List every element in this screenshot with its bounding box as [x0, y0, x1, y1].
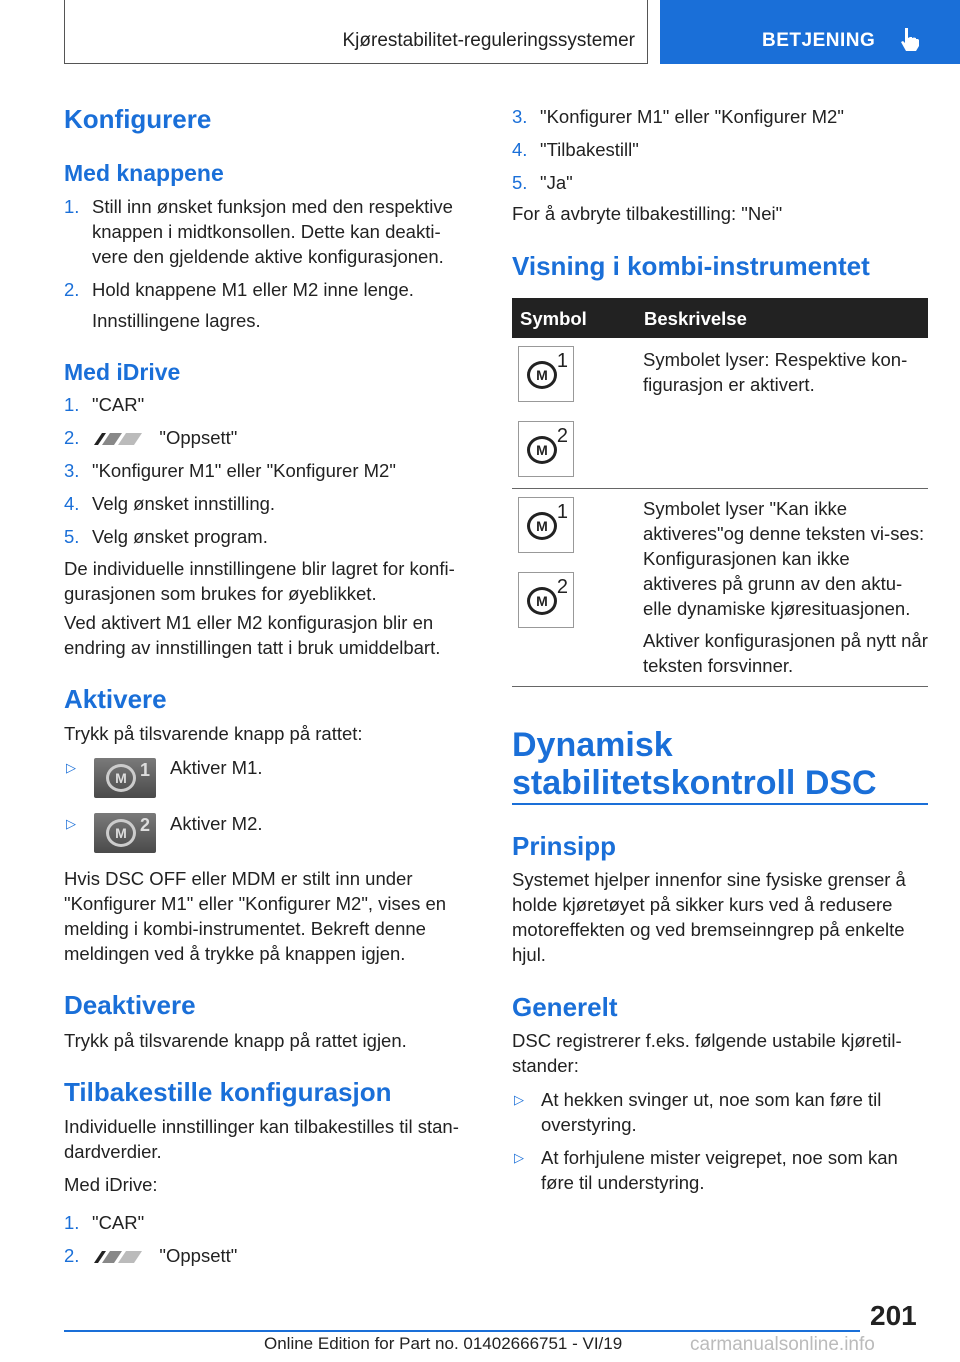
page-number: 201 [870, 1300, 917, 1331]
prinsipp-heading: Prinsipp [512, 831, 617, 861]
col-beskrivelse: Beskrivelse [644, 308, 747, 329]
aktivere-heading: Aktivere [64, 684, 167, 714]
triangle-bullet-icon: ▷ [514, 1150, 524, 1165]
list-item: 1. "CAR" [64, 394, 145, 415]
header-chapter-title: BETJENING [762, 30, 876, 51]
list-item: 3. "Konfigurer M1" eller "Konfigurer M2" [512, 106, 844, 127]
col-symbol: Symbol [520, 308, 587, 329]
footer-edition: Online Edition for Part no. 01402666751 - VI/19 [264, 1334, 623, 1353]
idrive-menu-icon [92, 1249, 144, 1265]
table-divider [512, 686, 928, 687]
triangle-bullet-icon: ▷ [66, 816, 76, 831]
list-item: 1. Still inn ønsket funksjon med den respektive knappen i midtkonsollen. Dette kan deakti-vere den gjeldende aktive konfigurasjonen. [64, 196, 453, 267]
list-item: 2. Hold knappene M1 eller M2 inne lenge. [64, 279, 414, 300]
list-item: 2. "Oppsett" [64, 427, 238, 448]
knappene-note: Innstillingene lagres. [92, 310, 261, 331]
idrive-paragraph-2: Ved aktivert M1 eller M2 konfigurasjon blir en endring av innstillingen tatt i bruk umiddelbart. [64, 612, 441, 658]
prinsipp-text: Systemet hjelper innenfor sine fysiske grenser å holde kjøretøyet på sikker kurs ved å redusere motoreffekten og ved bremseinngrep på enkelte hjul. [512, 869, 906, 965]
deaktivere-heading: Deaktivere [64, 990, 196, 1020]
tilbakestille-heading: Tilbakestille konfigurasjon [64, 1077, 392, 1107]
abort-text: For å avbryte tilbakestilling: "Nei" [512, 203, 783, 224]
symbol-table-header [512, 298, 928, 338]
m2-active-symbol-icon: M 2 [518, 421, 574, 477]
triangle-bullet-icon: ▷ [514, 1092, 524, 1107]
idrive-paragraph-1: De individuelle innstillingene blir lagret for konfi-gurasjonen som brukes for øyeblikket. [64, 558, 455, 604]
right-steps [512, 104, 928, 203]
table-row-1-description: Symbolet lyser: Respektive kon-figurasjon er aktivert. [643, 349, 908, 395]
tilbakestille-text: Individuelle innstillinger kan tilbakestilles til stan-dardverdier. [64, 1116, 459, 1162]
footer-rule [64, 1330, 860, 1332]
tilbakestille-text-2: Med iDrive: [64, 1174, 158, 1195]
konfigurere-heading: Konfigurere [64, 104, 212, 134]
knappene-steps [64, 194, 469, 302]
triangle-bullet-icon: ▷ [66, 760, 76, 775]
dsc-bullet-1: At hekken svinger ut, noe som kan føre til overstyring. [541, 1089, 882, 1135]
generelt-heading: Generelt [512, 992, 618, 1022]
m2-unavailable-symbol-icon: M 2 [518, 572, 574, 628]
hand-pointer-icon [896, 26, 922, 52]
steering-m2-button-icon: M 2 [94, 813, 156, 853]
dsc-title-rule [512, 803, 928, 805]
visning-heading: Visning i kombi-instrumentet [512, 251, 870, 281]
steering-m1-button-icon: M 1 [94, 758, 156, 798]
aktiver-m1-text: Aktiver M1. [170, 757, 263, 778]
table-row-2-note: Aktiver konfigurasjonen på nytt når teksten forsvinner. [643, 630, 928, 676]
list-item: 1. "CAR" [64, 1212, 145, 1233]
idrive-menu-icon [92, 431, 144, 447]
list-item: 2. "Oppsett" [64, 1245, 238, 1266]
list-item: 5. Velg ønsket program. [64, 526, 268, 547]
deaktivere-text: Trykk på tilsvarende knapp på rattet igjen. [64, 1030, 407, 1051]
header-chapter-tab [660, 0, 960, 64]
idrive-steps [64, 392, 469, 557]
generelt-text: DSC registrerer f.eks. følgende ustabile kjøretil-stander: [512, 1030, 902, 1076]
list-item: 5. "Ja" [512, 172, 573, 193]
list-item: 4. Velg ønsket innstilling. [64, 493, 276, 514]
dsc-bullet-2: At forhjulene mister veigrepet, noe som kan føre til understyring. [541, 1147, 898, 1193]
list-item: 3. "Konfigurer M1" eller "Konfigurer M2" [64, 460, 396, 481]
aktivere-intro: Trykk på tilsvarende knapp på rattet: [64, 723, 363, 744]
med-idrive-heading: Med iDrive [64, 359, 181, 385]
tilbakestille-steps [64, 1210, 469, 1276]
watermark: carmanualsonline.info [690, 1334, 875, 1355]
med-knappene-heading: Med knappene [64, 160, 224, 186]
list-item: 4. "Tilbakestill" [512, 139, 639, 160]
aktivere-paragraph: Hvis DSC OFF eller MDM er stilt inn under "Konfigurer M1" eller "Konfigurer M2", vises en melding i kombi-instrumentet. Bekreft denne meldingen ved å trykke på knappen igjen. [64, 868, 447, 964]
m1-active-symbol-icon: M 1 [518, 346, 574, 402]
table-row-2-description: Symbolet lyser "Kan ikke aktiveres"og denne teksten vi-ses: Konfigurasjonen kan ikke aktiveres på grunn av den aktu-elle dynamiske kjøresituasjonen. [643, 498, 925, 619]
dsc-title: Dynamisk stabilitetskontroll DSC [512, 726, 877, 802]
m1-unavailable-symbol-icon: M 1 [518, 497, 574, 553]
table-divider [512, 488, 928, 489]
header-section-title: Kjørestabilitet-reguleringssystemer [342, 30, 635, 51]
header-section-box [64, 0, 648, 64]
aktiver-m2-text: Aktiver M2. [170, 813, 263, 834]
